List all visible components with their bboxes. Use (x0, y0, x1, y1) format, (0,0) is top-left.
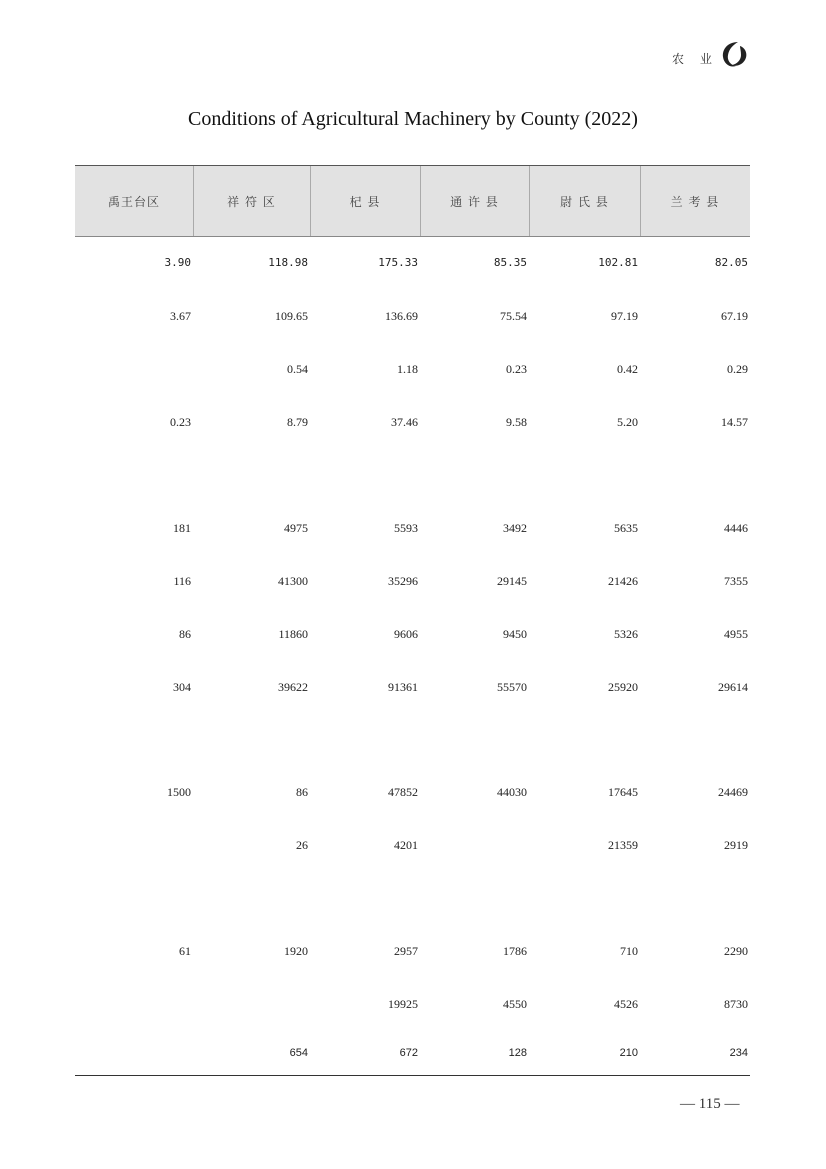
yearbook-logo-icon (718, 38, 750, 70)
table-cell: 3.90 (164, 256, 191, 269)
column-header: 杞 县 (349, 195, 381, 209)
table-cell: 2290 (724, 944, 748, 958)
table-cell: 9606 (394, 627, 418, 641)
table-bottom-rule (75, 1075, 750, 1076)
table-cell: 39622 (278, 680, 308, 694)
table-cell: 5593 (394, 521, 418, 535)
table-cell: 1786 (503, 944, 527, 958)
table-cell: 181 (173, 521, 191, 535)
table-cell: 75.54 (500, 309, 527, 323)
table-cell: 55570 (497, 680, 527, 694)
page-title: Conditions of Agricultural Machinery by County (2022) (188, 108, 638, 130)
table-cell: 136.69 (385, 309, 418, 323)
page-number: — 115 — (680, 1096, 740, 1112)
table-cell: 234 (729, 1047, 748, 1059)
table-cell: 4955 (724, 627, 748, 641)
table-cell: 85.35 (493, 256, 527, 269)
table-cell: 4526 (614, 997, 638, 1011)
table-cell: 4201 (394, 838, 418, 852)
table-cell: 8.79 (287, 415, 308, 429)
table-cell: 8730 (724, 997, 748, 1011)
table-cell: 102.81 (598, 256, 638, 269)
table-cell: 5326 (614, 627, 638, 641)
table-cell: 0.54 (287, 362, 308, 376)
table-cell: 86 (296, 785, 308, 799)
table-cell: 25920 (608, 680, 638, 694)
section-label: 农 业 (672, 52, 718, 66)
table-cell: 0.42 (617, 362, 638, 376)
table-cell: 304 (173, 680, 191, 694)
table-cell: 1.18 (397, 362, 418, 376)
table-cell: 37.46 (391, 415, 418, 429)
table-cell: 41300 (278, 574, 308, 588)
table-cell: 3.67 (170, 309, 191, 323)
table-cell: 86 (179, 627, 191, 641)
table-cell: 24469 (718, 785, 748, 799)
table-cell: 91361 (388, 680, 418, 694)
table-cell: 654 (289, 1047, 308, 1059)
table-cell: 17645 (608, 785, 638, 799)
table-cell: 19925 (388, 997, 418, 1011)
table-cell: 7355 (724, 574, 748, 588)
table-cell: 9.58 (506, 415, 527, 429)
table-cell: 710 (620, 944, 638, 958)
table-cell: 3492 (503, 521, 527, 535)
table-cell: 29614 (718, 680, 748, 694)
table-cell: 82.05 (714, 256, 748, 269)
table-cell: 175.33 (378, 256, 418, 269)
table-cell: 0.29 (727, 362, 748, 376)
table-cell: 2957 (394, 944, 418, 958)
table-cell: 14.57 (721, 415, 748, 429)
table-cell: 118.98 (268, 256, 308, 269)
table-cell: 4446 (724, 521, 748, 535)
table-cell: 35296 (388, 574, 418, 588)
column-header: 尉 氏 县 (560, 195, 609, 209)
table-cell: 9450 (503, 627, 527, 641)
table-cell: 116 (173, 574, 191, 588)
table-header-rule (75, 236, 750, 237)
column-header: 兰 考 县 (670, 195, 720, 209)
table-cell: 44030 (497, 785, 527, 799)
table-cell: 4550 (503, 997, 527, 1011)
table-cell: 5635 (614, 521, 638, 535)
table-cell: 0.23 (506, 362, 527, 376)
table-cell: 109.65 (275, 309, 308, 323)
table-cell: 21426 (608, 574, 638, 588)
table-cell: 1500 (167, 785, 191, 799)
column-header: 祥 符 区 (227, 195, 276, 209)
table-cell: 97.19 (611, 309, 638, 323)
table-cell: 210 (619, 1047, 638, 1059)
table-cell: 5.20 (617, 415, 638, 429)
table-cell: 1920 (284, 944, 308, 958)
table-cell: 26 (296, 838, 308, 852)
column-header: 禹王台区 (107, 195, 160, 209)
table-cell: 4975 (284, 521, 308, 535)
table-cell: 29145 (497, 574, 527, 588)
table-cell: 67.19 (721, 309, 748, 323)
table-cell: 61 (179, 944, 191, 958)
column-header: 通 许 县 (450, 195, 499, 209)
table-cell: 21359 (608, 838, 638, 852)
table-cell: 11860 (278, 627, 308, 641)
table-cell: 0.23 (170, 415, 191, 429)
table-cell: 47852 (388, 785, 418, 799)
table-cell: 672 (399, 1047, 418, 1059)
table-cell: 128 (508, 1047, 527, 1059)
table-cell: 2919 (724, 838, 748, 852)
